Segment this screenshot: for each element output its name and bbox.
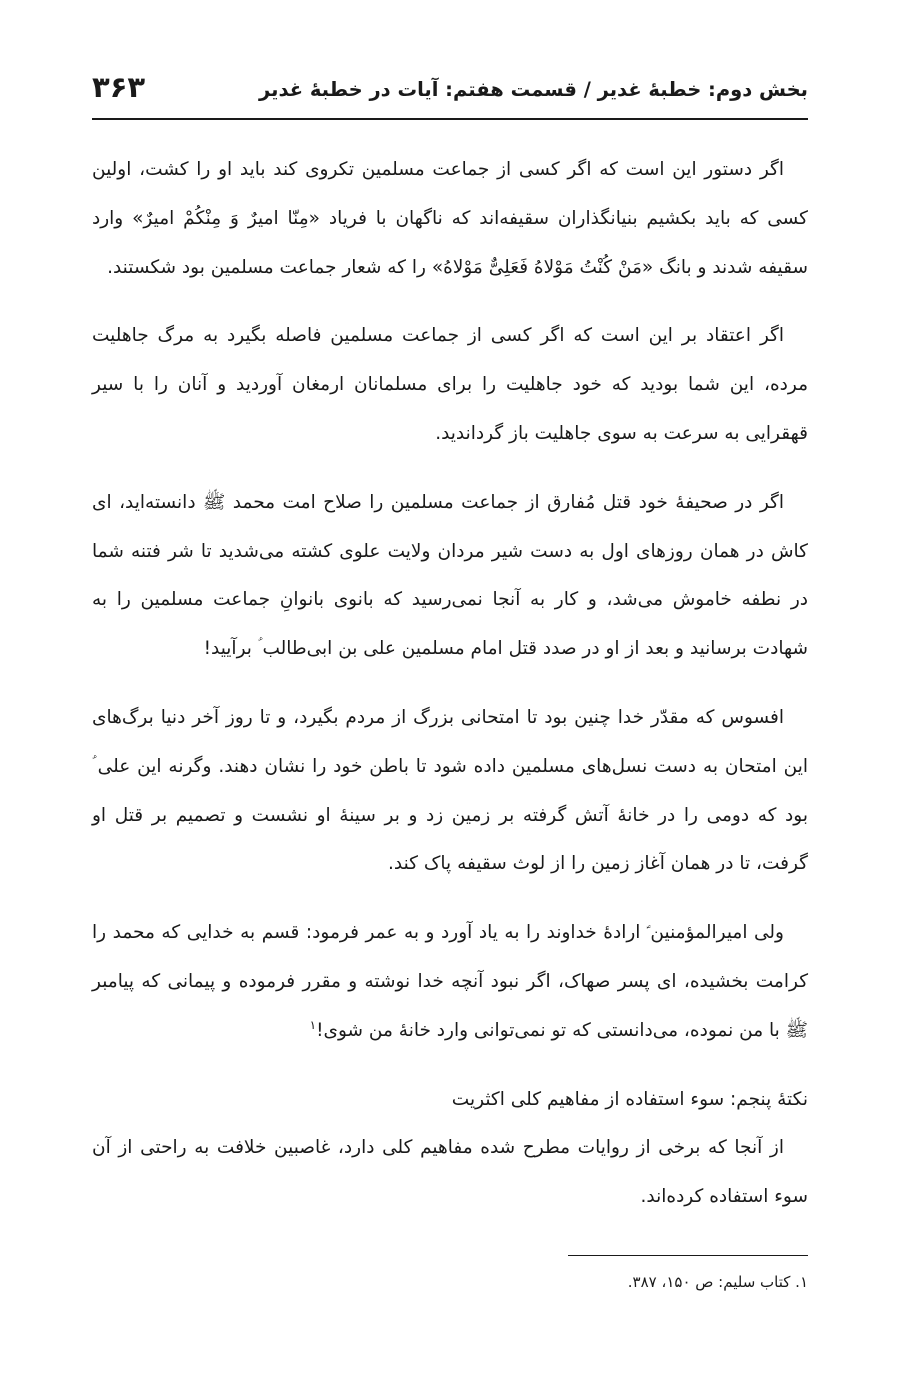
running-header bbox=[92, 68, 808, 118]
paragraph-2: اگر اعتقاد بر این است که اگر کسی از جماعت مسلمین فاصله بگیرد به مرگ جاهلیت مرده، این شما بودید که خود جاهلیت را برای مسلمانان ارمغان آوردید و آنان را با سیر قهقرایی به سرعت به سوی جاهلیت باز گرداندید. bbox=[92, 325, 808, 444]
running-header-title: بخش دوم: خطبۀ غدیر / قسمت هفتم: آیات در خطبۀ غدیر bbox=[259, 78, 808, 101]
book-page bbox=[92, 0, 808, 1390]
section-heading: نکتۀ پنجم: سوء استفاده از مفاهیم کلی اکثریت bbox=[451, 1088, 808, 1110]
footnote-divider bbox=[568, 1255, 808, 1256]
paragraph-4: افسوس که مقدّر خدا چنین بود تا امتحانی بزرگ از مردم بگیرد، و تا روز آخر دنیا برگ‌های این امتحان به دست نسل‌های مسلمین داده شود تا باطن خود را نشان دهند. وگرنه این علی ؑ بود که دومی را در خانۀ آتش گرفته بر زمین زد و بر سینۀ او نشست و تصمیم بر قتل او گرفت، تا در همان آغاز زمین را از لوث سقیفه پاک کند. bbox=[92, 706, 808, 875]
paragraph-6: از آنجا که برخی از روایات مطرح شده مفاهیم کلی دارد، غاصبین خلافت به راحتی از آن سوء استفاده کرده‌اند. bbox=[92, 1137, 808, 1208]
paragraph-3: اگر در صحیفۀ خود قتل مُفارق از جماعت مسلمین را صلاح امت محمد ﷺ دانسته‌اید، ای کاش در همان روزهای اول به دست شیر مردان ولایت علوی کشته می‌شدید تا شر فتنه شما در نطفه خاموش می‌شد، و کار به آنجا نمی‌رسید که بانوی بانوانِ جماعت مسلمین را به شهادت برسانید و بعد از او در صدد قتل امام مسلمین علی بن ابی‌طالب ؑ برآیید! bbox=[92, 491, 808, 660]
footnote: ۱. کتاب سلیم: ص ۱۵۰، ۳۸۷. bbox=[627, 1273, 808, 1291]
page-body bbox=[92, 146, 808, 1242]
paragraph-1: اگر دستور این است که اگر کسی از جماعت مسلمین تکروی کند باید او را کشت، اولین کسی که باید بکشیم بنیانگذاران سقیفه‌اند که ناگهان با فریاد «مِنّا امیرٌ وَ مِنْکُمْ امیرٌ» وارد سقیفه شدند و بانگ «مَنْ کُنْتُ مَوْلاهُ فَعَلِیٌّ مَوْلاهُ» را که شعار جماعت مسلمین بود شکستند. bbox=[92, 159, 808, 278]
header-divider bbox=[92, 118, 808, 120]
footnote-reference[interactable]: ۱ bbox=[309, 1017, 317, 1032]
paragraph-5-text: ولی امیرالمؤمنین ؑ ارادۀ خداوند را به یاد آورد و به عمر فرمود: قسم به خدایی که محمد را کرامت بخشیده، ای پسر صهاک، اگر نبود آنچه خدا نوشته و مقرر فرموده و پیمانی که پیامبر ﷺ با من نموده، می‌دانستی که تو نمی‌توانی وارد خانۀ من شوی! bbox=[92, 922, 808, 1041]
paragraph-5 bbox=[92, 909, 808, 1055]
page-number: ۳۶۳ bbox=[92, 70, 146, 104]
